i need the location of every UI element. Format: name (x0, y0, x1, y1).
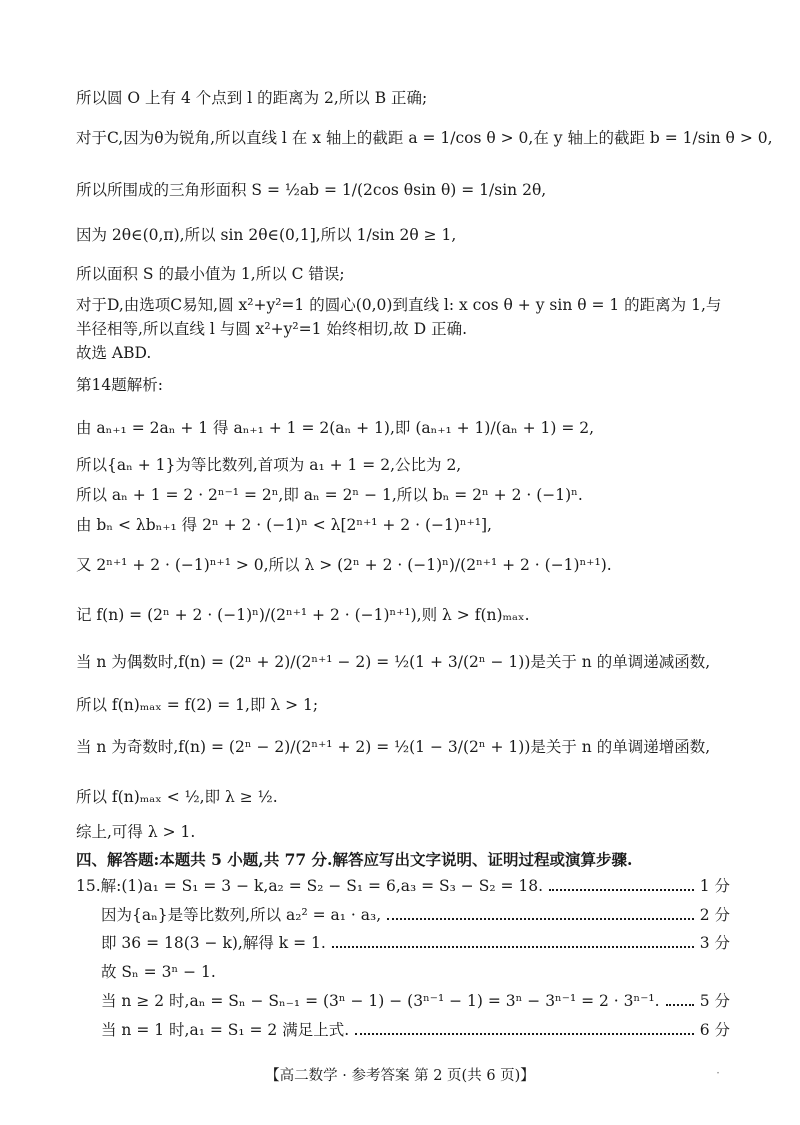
scored-line (76, 876, 730, 896)
leader-dots (387, 918, 694, 920)
text-line: 当 n 为偶数时,f(n) = (2ⁿ + 2)/(2ⁿ⁺¹ − 2) = ½(1 + 3/(2ⁿ − 1))是关于 n 的单调递减函数, (76, 653, 711, 671)
score-mark: 2 分 (699, 906, 730, 924)
leader-dots (332, 946, 694, 948)
text-line: 又 2ⁿ⁺¹ + 2 · (−1)ⁿ⁺¹ > 0,所以 λ > (2ⁿ + 2 · (−1)ⁿ)/(2ⁿ⁺¹ + 2 · (−1)ⁿ⁺¹). (76, 556, 612, 574)
leader-dots (666, 1004, 694, 1006)
section-heading-q14: 第14题解析: (76, 376, 163, 394)
corner-mark: · (716, 1066, 720, 1080)
score-mark: 1 分 (699, 877, 730, 895)
solution-step: 即 36 = 18(3 − k),解得 k = 1. (101, 934, 326, 952)
text-line: 所以面积 S 的最小值为 1,所以 C 错误; (76, 265, 345, 283)
solution-step: 15.解:(1)a₁ = S₁ = 3 − k,a₂ = S₂ − S₁ = 6,a₃ = S₃ − S₂ = 18. (76, 877, 544, 895)
scored-line (101, 1020, 730, 1040)
page-footer: 【高二数学 · 参考答案 第 2 页(共 6 页)】 (265, 1068, 535, 1084)
text-line: 所以 f(n)ₘₐₓ < ½,即 λ ≥ ½. (76, 788, 278, 806)
text-line: 记 f(n) = (2ⁿ + 2 · (−1)ⁿ)/(2ⁿ⁺¹ + 2 · (−1)ⁿ⁺¹),则 λ > f(n)ₘₐₓ. (76, 606, 530, 624)
section-heading-part4: 四、解答题:本题共 5 小题,共 77 分.解答应写出文字说明、证明过程或演算步骤. (76, 850, 633, 869)
text-line: 所以 aₙ + 1 = 2 · 2ⁿ⁻¹ = 2ⁿ,即 aₙ = 2ⁿ − 1,所以 bₙ = 2ⁿ + 2 · (−1)ⁿ. (76, 486, 583, 504)
score-mark: 5 分 (699, 992, 730, 1010)
scored-line (101, 933, 730, 953)
text-line: 由 bₙ < λbₙ₊₁ 得 2ⁿ + 2 · (−1)ⁿ < λ[2ⁿ⁺¹ + 2 · (−1)ⁿ⁺¹], (76, 516, 492, 534)
text-line: 因为 2θ∈(0,π),所以 sin 2θ∈(0,1],所以 1/sin 2θ ≥ 1, (76, 226, 457, 244)
solution-step: 当 n ≥ 2 时,aₙ = Sₙ − Sₙ₋₁ = (3ⁿ − 1) − (3ⁿ⁻¹ − 1) = 3ⁿ − 3ⁿ⁻¹ = 2 · 3ⁿ⁻¹. (101, 992, 660, 1010)
solution-step: 因为{aₙ}是等比数列,所以 a₂² = a₁ · a₃, (101, 906, 382, 924)
text-line: 故 Sₙ = 3ⁿ − 1. (101, 963, 216, 981)
text-line: 所以所围成的三角形面积 S = ½ab = 1/(2cos θsin θ) = 1/sin 2θ, (76, 181, 547, 199)
text-line: 由 aₙ₊₁ = 2aₙ + 1 得 aₙ₊₁ + 1 = 2(aₙ + 1),即 (aₙ₊₁ + 1)/(aₙ + 1) = 2, (76, 419, 595, 437)
solution-step: 当 n = 1 时,a₁ = S₁ = 2 满足上式. (101, 1021, 350, 1039)
text-line: 所以 f(n)ₘₐₓ = f(2) = 1,即 λ > 1; (76, 696, 319, 714)
score-mark: 6 分 (699, 1021, 730, 1039)
text-line: 所以圆 O 上有 4 个点到 l 的距离为 2,所以 B 正确; (76, 89, 428, 107)
text-line: 对于D,由选项C易知,圆 x²+y²=1 的圆心(0,0)到直线 l: x cos θ + y sin θ = 1 的距离为 1,与 (76, 296, 722, 314)
scored-line (101, 991, 730, 1011)
text-line: 对于C,因为θ为锐角,所以直线 l 在 x 轴上的截距 a = 1/cos θ > 0,在 y 轴上的截距 b = 1/sin θ > 0, (76, 129, 773, 147)
text-line: 所以{aₙ + 1}为等比数列,首项为 a₁ + 1 = 2,公比为 2, (76, 456, 462, 474)
text-line: 半径相等,所以直线 l 与圆 x²+y²=1 始终相切,故 D 正确. (76, 320, 467, 338)
text-line: 当 n 为奇数时,f(n) = (2ⁿ − 2)/(2ⁿ⁺¹ + 2) = ½(1 − 3/(2ⁿ + 1))是关于 n 的单调递增函数, (76, 738, 711, 756)
leader-dots (355, 1033, 694, 1035)
text-line: 故选 ABD. (76, 344, 152, 362)
scored-line (101, 905, 730, 925)
leader-dots (549, 889, 694, 891)
text-line: 综上,可得 λ > 1. (76, 823, 196, 841)
score-mark: 3 分 (699, 934, 730, 952)
